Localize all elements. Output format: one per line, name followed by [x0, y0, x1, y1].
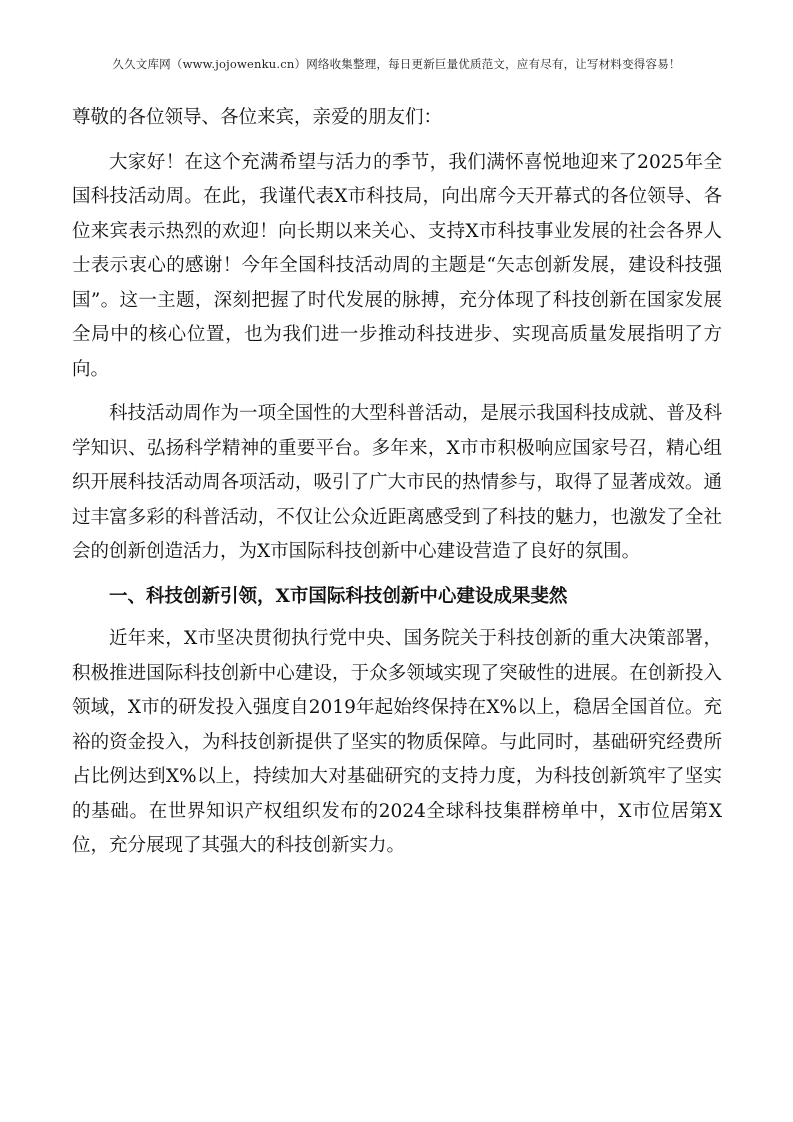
- paragraph: 近年来，X市坚决贯彻执行党中央、国务院关于科技创新的重大决策部署，积极推进国际科技创新中心建设，于众多领域实现了突破性的进展。在创新投入领域，X市的研发投入强度自2019年起始终保持在X%以上，稳居全国首位。充裕的资金投入，为科技创新提供了坚实的物质保障。与此同时，基础研究经费所占比例达到X%以上，持续加大对基础研究的支持力度，为科技创新筑牢了坚实的基础。在世界知识产权组织发布的2024全球科技集群榜单中，X市位居第X位，充分展现了其强大的科技创新实力。: [72, 628, 722, 856]
- document-body: [72, 101, 722, 874]
- section-heading: 一、科技创新引领，X市国际科技创新中心建设成果斐然: [109, 585, 568, 607]
- paragraph: 科技活动周作为一项全国性的大型科普活动，是展示我国科技成就、普及科学知识、弘扬科学精神的重要平台。多年来，X市市积极响应国家号召，精心组织开展科技活动周各项活动，吸引了广大市民的热情参与，取得了显著成效。通过丰富多彩的科普活动，不仅让公众近距离感受到了科技的魅力，也激发了全社会的创新创造活力，为X市国际科技创新中心建设营造了良好的氛围。: [72, 403, 722, 562]
- page-header: 久久文库网（www.jojowenku.cn）网络收集整理，每日更新巨量优质范文，应有尽有，让写材料变得容易！: [112, 57, 681, 71]
- paragraph: 大家好！在这个充满希望与活力的季节，我们满怀喜悦地迎来了2025年全国科技活动周。在此，我谨代表X市科技局，向出席今天开幕式的各位领导、各位来宾表示热烈的欢迎！向长期以来关心、支持X市科技事业发展的社会各界人士表示衷心的感谢！今年全国科技活动周的主题是“矢志创新发展，建设科技强国”。这一主题，深刻把握了时代发展的脉搏，充分体现了科技创新在国家发展全局中的核心位置，也为我们进一步推动科技进步、实现高质量发展指明了方向。: [72, 151, 722, 380]
- greeting: 尊敬的各位领导、各位来宾，亲爱的朋友们：: [72, 107, 443, 128]
